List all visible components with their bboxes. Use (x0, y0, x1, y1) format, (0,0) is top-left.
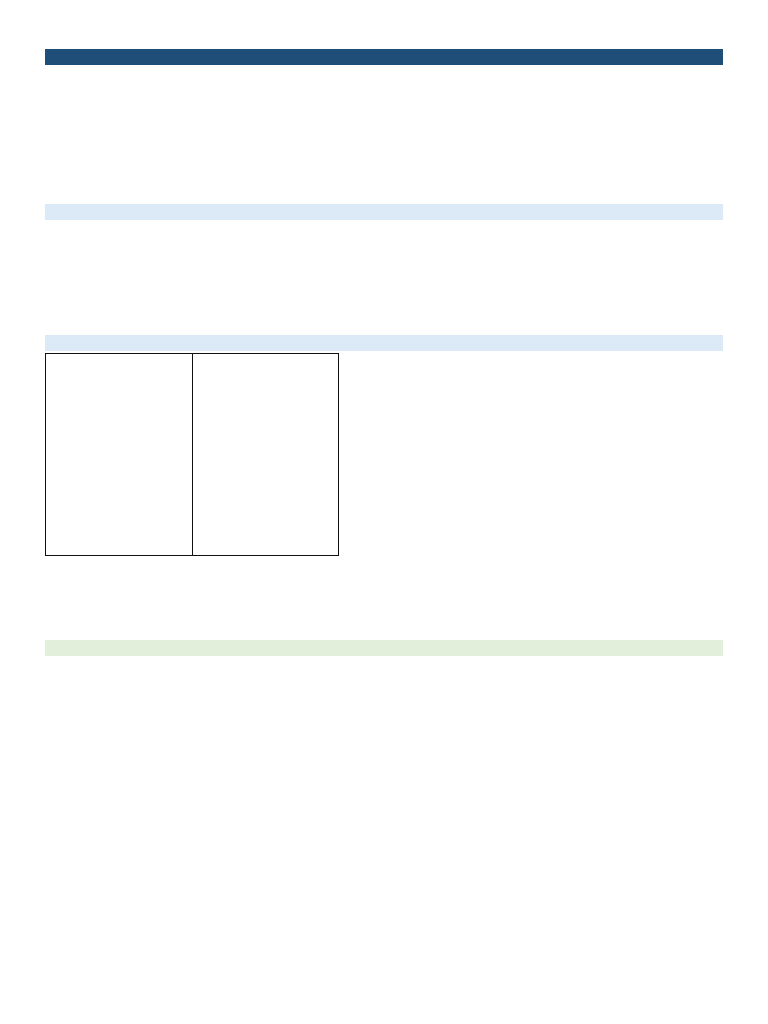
section-title (45, 49, 723, 65)
differences-heading (45, 335, 723, 351)
jit-costing-header (192, 354, 338, 372)
key-elements-heading (45, 204, 723, 220)
jit-costing-cell (192, 371, 338, 555)
differences-table (45, 353, 339, 556)
traditional-header (46, 354, 193, 372)
notes-heading (45, 640, 723, 656)
traditional-cell (46, 371, 193, 555)
